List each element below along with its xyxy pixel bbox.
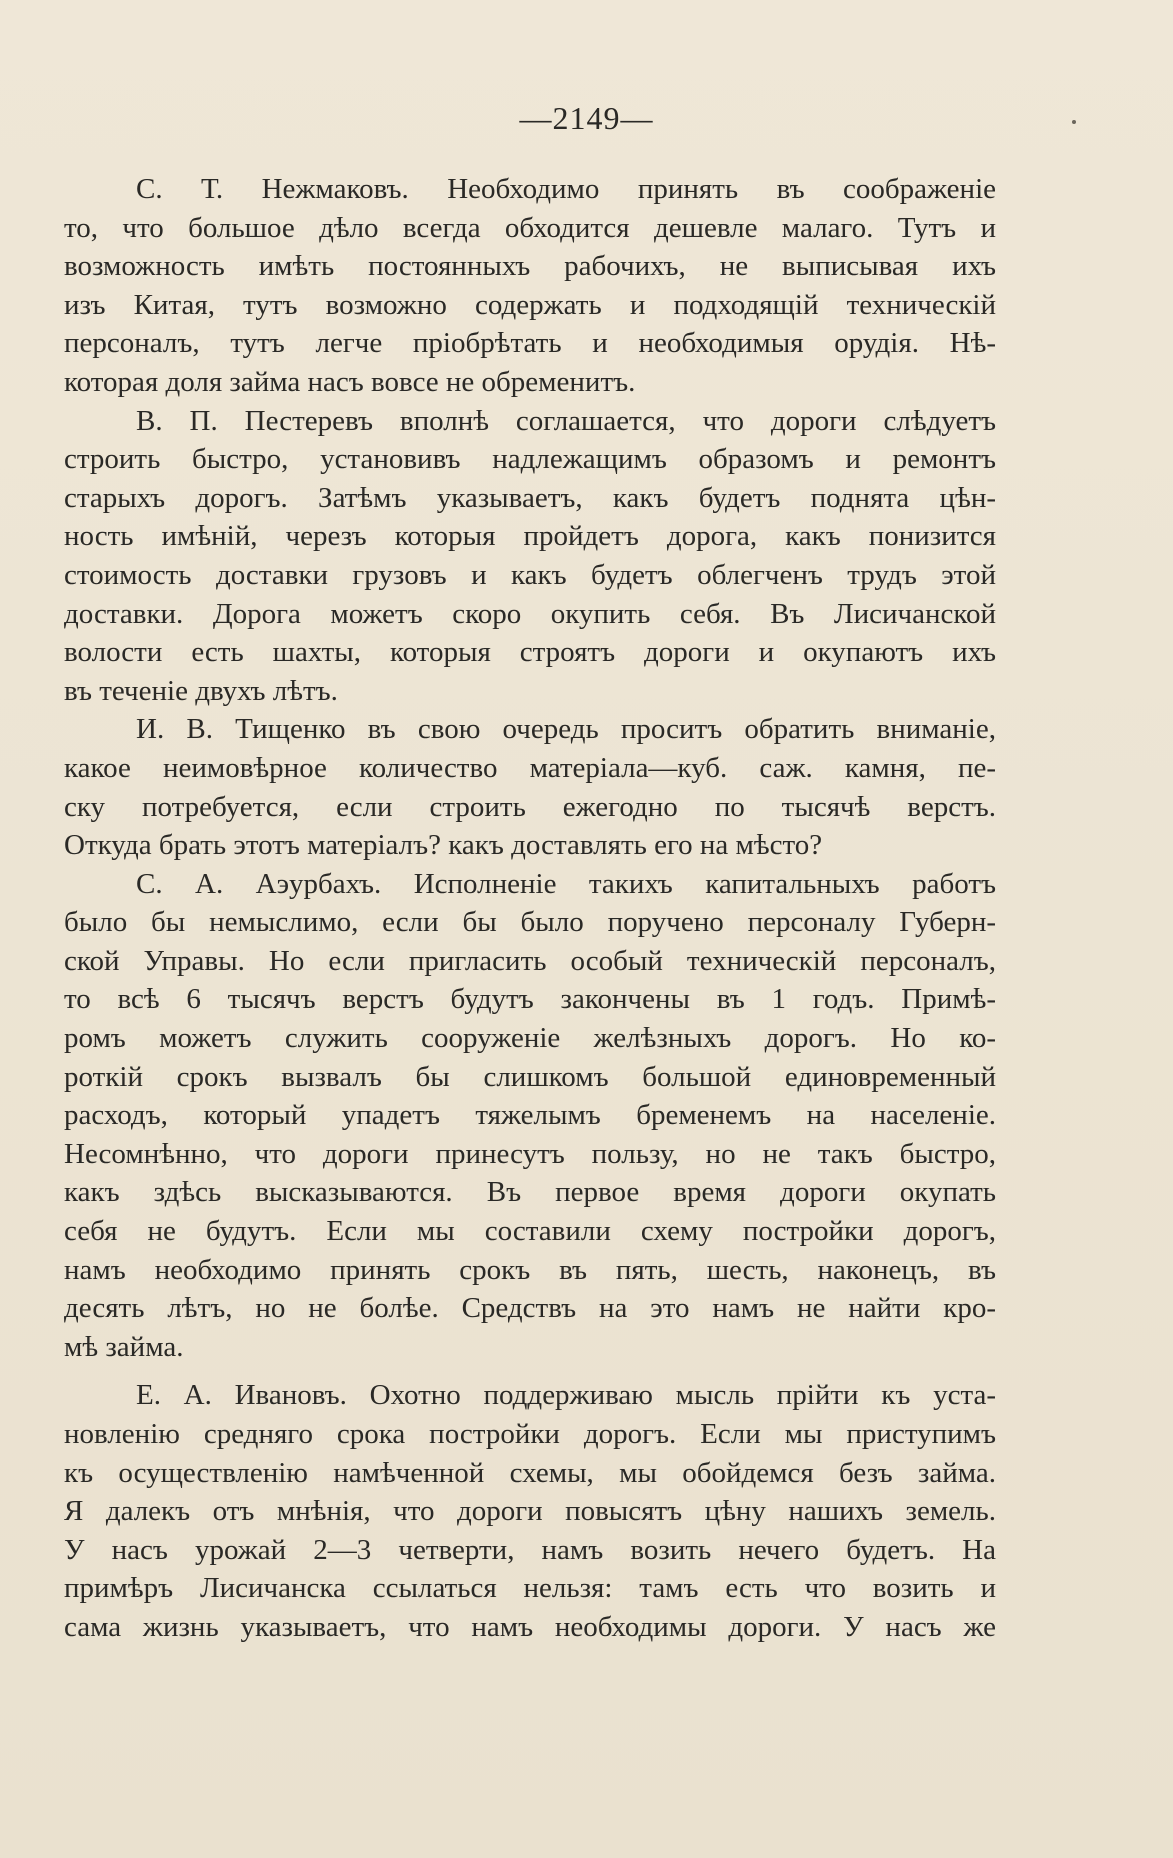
text-line: старыхъ дорогъ. Затѣмъ указываетъ, какъ будетъ поднята цѣн- xyxy=(64,481,996,514)
text-line: новленію средняго срока постройки дорогъ. Если мы приступимъ xyxy=(64,1418,996,1450)
paragraph xyxy=(64,402,996,711)
text-line: сама жизнь указываетъ, что намъ необходимы дороги. У насъ же xyxy=(64,1610,996,1643)
text-line: доставки. Дорога можетъ скоро окупить себя. Въ Лисичанской xyxy=(64,597,996,630)
paragraph-gap xyxy=(64,1366,996,1376)
text-line: Несомнѣнно, что дороги принесутъ пользу, но не такъ быстро, xyxy=(64,1137,996,1170)
text-line: Я далекъ отъ мнѣнія, что дороги повысятъ цѣну нашихъ земель. xyxy=(64,1495,996,1528)
paragraph xyxy=(64,865,996,1367)
text-line: ромъ можетъ служить сооруженіе желѣзныхъ дорогъ. Но ко- xyxy=(64,1022,996,1055)
text-line: примѣръ Лисичанска ссылаться нельзя: тамъ есть что возить и xyxy=(64,1572,996,1605)
text-line: персоналъ, тутъ легче пріобрѣтать и необходимыя орудія. Нѣ- xyxy=(64,327,996,360)
text-line: изъ Китая, тутъ возможно содержать и подходящій техническій xyxy=(64,288,996,321)
text-line: роткій срокъ вызвалъ бы слишкомъ большой единовременный xyxy=(64,1060,996,1093)
text-line: строить быстро, установивъ надлежащимъ образомъ и ремонтъ xyxy=(64,443,996,476)
text-line: ску потребуется, если строить ежегодно по тысячѣ верстъ. xyxy=(64,790,996,823)
text-line: себя не будутъ. Если мы составили схему постройки дорогъ, xyxy=(64,1215,996,1248)
paragraph xyxy=(64,1376,996,1646)
text-line: И. В. Тищенко въ свою очередь проситъ обратить вниманіе, xyxy=(136,713,996,746)
text-line: мѣ займа. xyxy=(64,1330,184,1363)
text-line: десять лѣтъ, но не болѣе. Средствъ на это намъ не найти кро- xyxy=(64,1292,996,1325)
text-line: намъ необходимо принять срокъ въ пять, шесть, наконецъ, въ xyxy=(64,1253,996,1286)
text-line: стоимость доставки грузовъ и какъ будетъ облегченъ трудъ этой xyxy=(64,558,996,591)
text-line: которая доля займа насъ вовсе не обременитъ. xyxy=(64,365,636,398)
text-line: къ осуществленію намѣченной схемы, мы обойдемся безъ займа. xyxy=(64,1456,996,1489)
text-line: какъ здѣсь высказываются. Въ первое время дороги окупать xyxy=(64,1176,996,1209)
text-line: возможность имѣть постоянныхъ рабочихъ, не выписывая ихъ xyxy=(64,250,996,283)
text-line: В. П. Пестеревъ вполнѣ соглашается, что дороги слѣдуетъ xyxy=(136,404,996,437)
paragraph xyxy=(64,170,996,402)
text-line: Откуда брать этотъ матеріалъ? какъ доставлять его на мѣсто? xyxy=(64,829,823,862)
text-line: Е. А. Ивановъ. Охотно поддерживаю мысль прійти къ уста- xyxy=(136,1379,996,1412)
text-line: ской Управы. Но если пригласить особый техническій персоналъ, xyxy=(64,944,996,977)
paper-speck xyxy=(1072,120,1076,124)
paragraph xyxy=(64,710,996,864)
text-line: волости есть шахты, которыя строятъ дороги и окупаютъ ихъ xyxy=(64,636,996,669)
page-number: —2149— xyxy=(519,100,654,136)
text-line: было бы немыслимо, если бы было поручено персоналу Губерн- xyxy=(64,906,996,939)
body-text xyxy=(64,170,996,1647)
text-line: У насъ урожай 2—3 четверти, намъ возить нечего будетъ. На xyxy=(64,1533,996,1566)
text-line: въ теченіе двухъ лѣтъ. xyxy=(64,674,338,707)
text-line: ность имѣній, черезъ которыя пройдетъ дорога, какъ понизится xyxy=(64,520,996,553)
text-line: расходъ, который упадетъ тяжелымъ бременемъ на населеніе. xyxy=(64,1099,996,1132)
text-line: какое неимовѣрное количество матеріала—куб. саж. камня, пе- xyxy=(64,751,996,784)
text-line: то, что большое дѣло всегда обходится дешевле малаго. Тутъ и xyxy=(64,211,996,244)
text-line: то всѣ 6 тысячъ верстъ будутъ закончены въ 1 годъ. Примѣ- xyxy=(64,983,996,1016)
text-line: С. А. Аэурбахъ. Исполненіе такихъ капитальныхъ работъ xyxy=(136,867,996,900)
text-line: С. Т. Нежмаковъ. Необходимо принять въ соображеніе xyxy=(136,173,996,205)
